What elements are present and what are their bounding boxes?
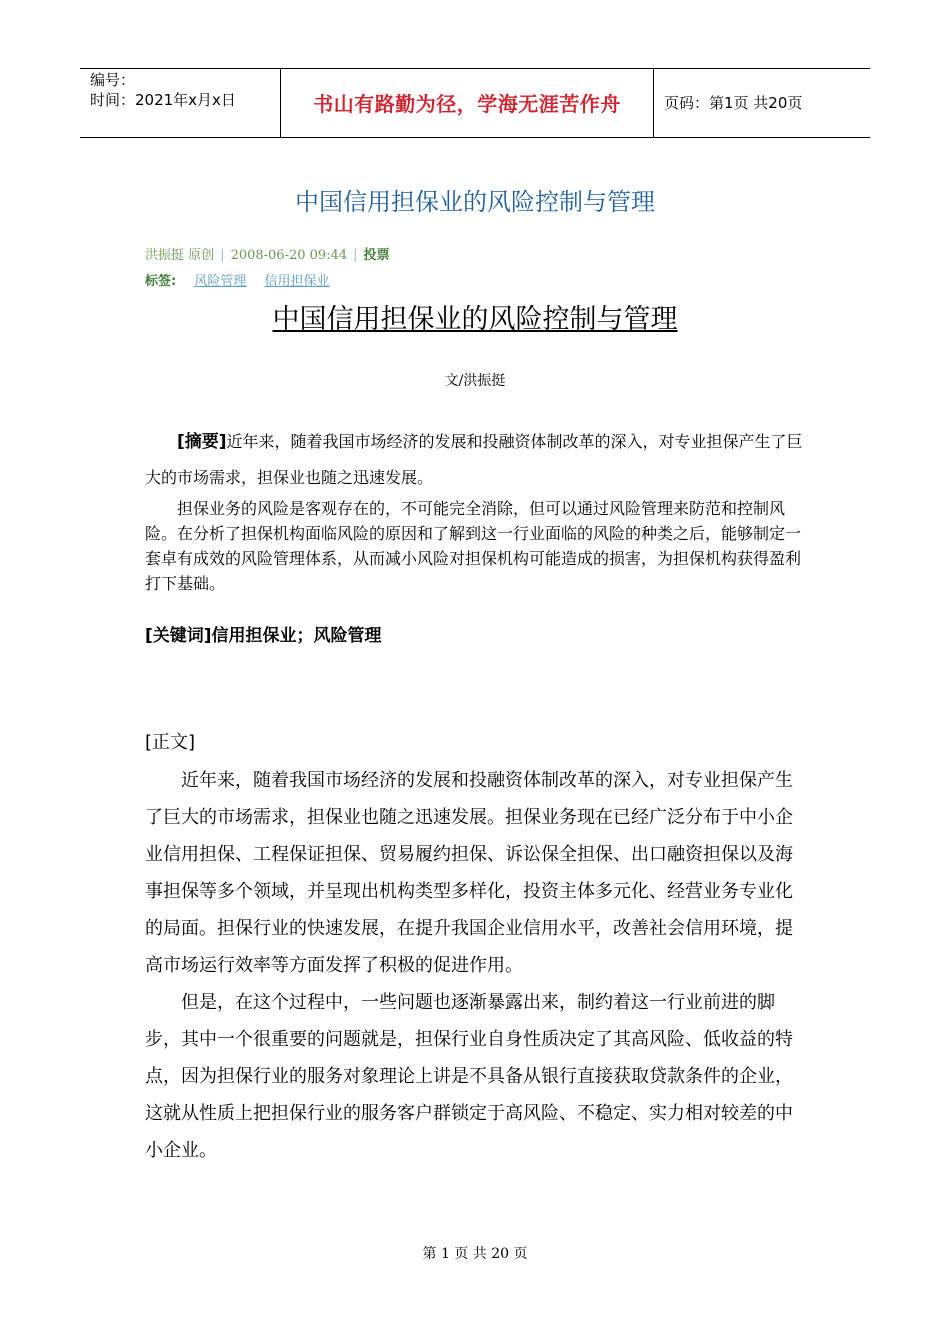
tag-link-risk-management[interactable]: 风险管理 <box>194 274 247 289</box>
page-footer: 第 1 页 共 20 页 <box>422 1246 528 1262</box>
meta-divider: | <box>353 248 358 263</box>
body-paragraph: 但是，在这个过程中，一些问题也逐渐暴露出来，制约着这一行业前进的脚步，其中一个很重要的问题就是，担保行业自身性质决定了其高风险、低收益的特点，因为担保行业的服务对象理论上讲是不具备从银行直接获取贷款条件的企业，这就从性质上把担保行业的服务客户群锁定于高风险、不稳定、实力相对较差的中小企业。 <box>145 992 793 1161</box>
header-info-cell <box>80 69 281 137</box>
post-meta <box>145 247 390 265</box>
meta-divider: | <box>220 248 225 263</box>
header-table <box>80 68 870 138</box>
motto: 书山有路勤为径，学海无涯苦作舟 <box>313 92 621 116</box>
byline: 文/洪振挺 <box>444 373 506 389</box>
vote-link[interactable]: 投票 <box>363 248 390 263</box>
tags-label: 标签: <box>145 274 177 289</box>
keywords: [关键词]信用担保业；风险管理 <box>145 626 382 646</box>
page-info: 页码：第1页 共20页 <box>664 94 803 112</box>
post-datetime: 2008-06-20 09:44 <box>230 248 348 263</box>
abstract-heading: [摘要] <box>177 432 227 452</box>
tag-link-credit-guarantee[interactable]: 信用担保业 <box>264 274 330 289</box>
body-paragraph: 近年来，随着我国市场经济的发展和投融资体制改革的深入，对专业担保产生了巨大的市场需求，担保业也随之迅速发展。担保业务现在已经广泛分布于中小企业信用担保、工程保证担保、贸易履约担保、诉讼保全担保、出口融资担保以及海事担保等多个领域，并呈现出机构类型多样化，投资主体多元化、经营业务专业化的局面。担保行业的快速发展，在提升我国企业信用水平，改善社会信用环境，提高市场运行效率等方面发挥了积极的促进作用。 <box>145 770 793 976</box>
abstract-text: 近年来，随着我国市场经济的发展和投融资体制改革的深入，对专业担保产生了巨大的市场需求，担保业也随之迅速发展。 <box>145 432 803 487</box>
header-page-cell <box>654 69 870 137</box>
header-motto-cell <box>281 69 654 137</box>
tag-list <box>145 273 344 291</box>
body-heading: [正文] <box>145 732 196 753</box>
author-name[interactable]: 洪振挺 <box>145 248 185 263</box>
article-title: 中国信用担保业的风险控制与管理 <box>272 304 678 335</box>
number-label: 编号： <box>90 71 136 89</box>
post-type: 原创 <box>188 248 215 263</box>
time-label: 时间：2021年x月x日 <box>90 91 236 109</box>
abstract-paragraph <box>145 424 805 495</box>
blog-title: 中国信用担保业的风险控制与管理 <box>295 188 655 216</box>
abstract-paragraph-2: 担保业务的风险是客观存在的，不可能完全消除，但可以通过风险管理来防范和控制风险。在分析了担保机构面临风险的原因和了解到这一行业面临的风险的种类之后，能够制定一套卓有成效的风险管理体系，从而减小风险对担保机构可能造成的损害，为担保机构获得盈利打下基础。 <box>145 499 802 593</box>
